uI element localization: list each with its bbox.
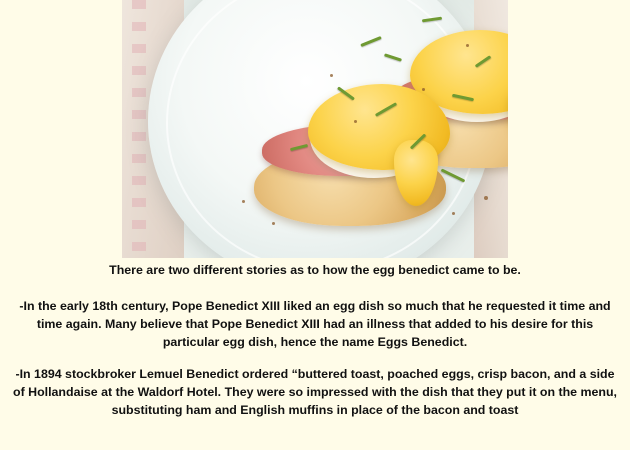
photo-background	[122, 0, 508, 258]
pepper-speck	[466, 44, 469, 47]
caption-block	[0, 262, 630, 420]
paragraph-intro: There are two different stories as to how the egg benedict came to be.	[109, 263, 521, 277]
pepper-speck	[484, 196, 488, 200]
pepper-speck	[242, 200, 245, 203]
paragraph-story-two: -In 1894 stockbroker Lemuel Benedict ordered “buttered toast, poached eggs, crisp bacon, and a side of Hollandaise at the Waldorf Hotel. They were so impressed with the dish that they put it on the menu, substituting ham and English muffins in place of the bacon and toast	[13, 366, 617, 417]
pepper-speck	[354, 120, 357, 123]
paragraph-story-one: -In the early 18th century, Pope Benedict XIII liked an egg dish so much that he requested it time and time again. Many believe that Pope Benedict XIII had an illness that added to his desire for this particular egg dish, hence the name Eggs Benedict.	[19, 298, 611, 349]
pepper-speck	[422, 88, 425, 91]
pepper-speck	[330, 74, 333, 77]
pepper-speck	[272, 222, 275, 225]
pepper-speck	[452, 212, 455, 215]
eggs-benedict-photo	[122, 0, 508, 258]
